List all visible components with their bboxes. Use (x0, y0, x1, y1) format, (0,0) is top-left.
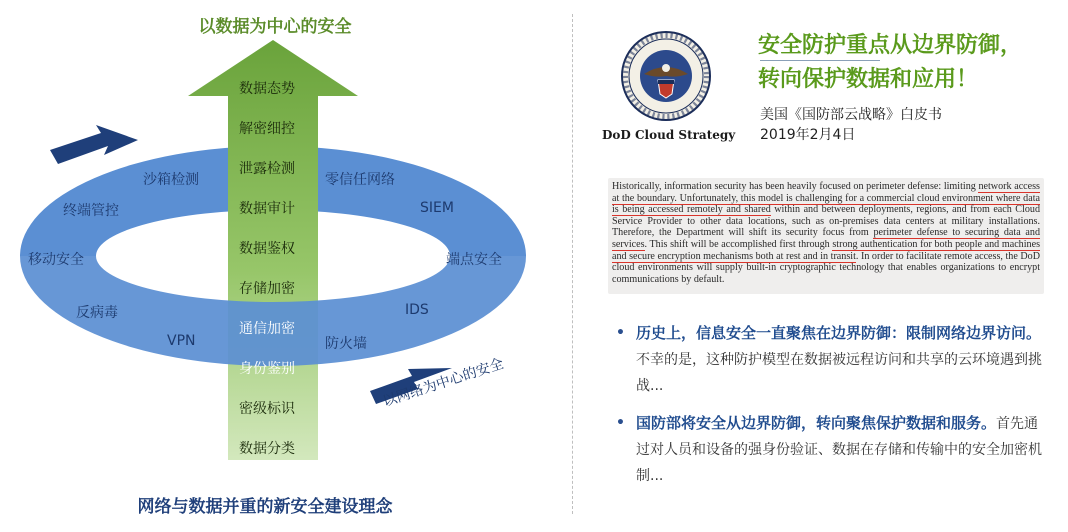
heading-underline (760, 60, 880, 61)
dod-cloud-strategy-caption: DoD Cloud Strategy (602, 128, 736, 142)
counterclockwise-arrow (50, 125, 138, 164)
ring-label-antivirus: 反病毒 (76, 305, 118, 321)
bullet-strong: 国防部将安全从边界防御，转向聚焦保护数据和服务。 (636, 414, 997, 432)
ring-label-sandbox: 沙箱检测 (143, 172, 199, 188)
bullet-normal: 首先通过对人员和设备的强身份验证、数据在存储和传输中的安全加密机制... (636, 416, 1042, 484)
bullet-dod-shift (616, 410, 1046, 490)
ring-label-ids: IDS (405, 302, 429, 318)
ring-label-zero-trust: 零信任网络 (325, 172, 395, 188)
column-label-comm-encryption: 通信加密 (239, 321, 295, 337)
excerpt-part-3: . This shift will be accomplished first through (644, 238, 833, 250)
network-centric-caption: 以网络为中心的安全 (380, 355, 506, 411)
column-label-data-posture: 数据态势 (239, 81, 295, 97)
ring-label-siem: SIEM (420, 200, 454, 216)
excerpt-part-4: . In order to facilitate remote access, the DoD cloud environments will supply built-in cryptographic technology that enables organizations to encrypt communications by default. (612, 250, 1040, 285)
bullet-dot: • (616, 325, 625, 341)
heading-line-1: 安全防护重点从边界防御， (758, 33, 1023, 58)
column-label-data-authorization: 数据鉴权 (239, 241, 295, 257)
excerpt-highlight-1: network access at the boundary. Unfortunately, this model is challenging for a commercial cloud environment where data is being accessed remotely and shared (612, 181, 1040, 216)
bullet-body (636, 410, 1046, 489)
panel-divider (572, 14, 573, 514)
ring-label-firewall: 防火墙 (325, 336, 367, 352)
dod-seal-logo (614, 30, 718, 122)
source-title: 美国《国防部云战略》白皮书 (760, 107, 942, 123)
column-label-classification-marking: 密级标识 (239, 401, 295, 417)
bullet-strong: 历史上，信息安全一直聚焦在边界防御：限制网络边界访问。 (636, 324, 1042, 342)
column-label-storage-encryption: 存储加密 (239, 281, 295, 297)
bullet-dot: • (616, 415, 625, 431)
column-label-data-classification: 数据分类 (239, 441, 295, 457)
ring-label-mobile-security: 移动安全 (28, 252, 84, 268)
strategy-excerpt (608, 178, 1044, 294)
bullet-normal: 不幸的是，这种防护模型在数据被远程访问和共享的云环境遇到挑战... (636, 352, 1042, 394)
excerpt-highlight-2: perimeter defense to securing data and services (612, 227, 1040, 250)
bullet-body (636, 320, 1046, 399)
excerpt-part-2: within and between deployments, regions, and from each Cloud Service Provider to other data locations, such as on-premises data centers at military installations. Therefore, the Department will shift its security focus from (612, 204, 1040, 239)
concept-title: 网络与数据并重的新安全建设理念 (137, 497, 393, 517)
excerpt-highlight-3: strong authentication for both people and machines and secure encryption mechanisms both at rest and in transit (612, 238, 1040, 262)
column-label-leak-detection: 泄露检测 (239, 161, 295, 177)
data-centric-title: 以数据为中心的安全 (198, 17, 352, 37)
source-date: 2019年2月4日 (760, 127, 856, 143)
column-label-decryption-control: 解密细控 (239, 121, 295, 137)
bullet-history (616, 320, 1046, 400)
excerpt-text (608, 178, 1044, 288)
column-label-data-audit: 数据审计 (239, 201, 295, 217)
heading-line-2: 转向保护数据和应用！ (758, 67, 979, 92)
column-label-identity-auth: 身份鉴别 (239, 361, 295, 377)
ring-label-vpn: VPN (167, 333, 196, 349)
ring-label-endpoint-security: 端点安全 (446, 252, 502, 268)
excerpt-part-1: Historically, information security has been heavily focused on perimeter defense: limiting (612, 181, 979, 192)
ring-label-endpoint-control: 终端管控 (63, 203, 119, 219)
